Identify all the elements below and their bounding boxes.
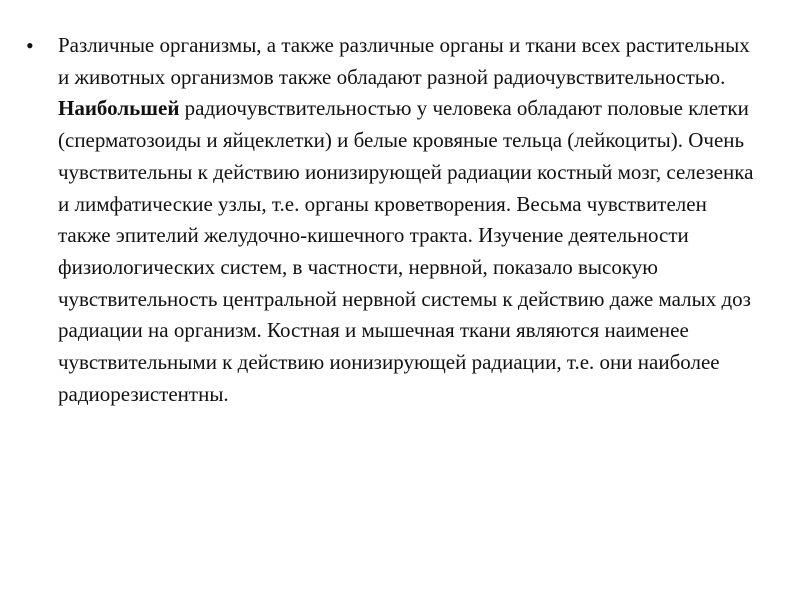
paragraph-text: [58, 30, 758, 410]
text-part-1: Различные организмы, а также различные органы и ткани всех растительных и животных организмов также обладают разной радиочувствительностью.: [58, 33, 750, 89]
text-part-2: радиочувствительностью у человека обладают половые клетки (сперматозоиды и яйцеклетки) и белые кровяные тельца (лейкоциты). Очень чувствительны к действию ионизирующей радиации костный мозг, селезенка и лимфатические узлы, т.е. органы кроветворения. Весьма чувствителен также эпителий желудочно-кишечного тракта. Изучение деятельности физиологических систем, в частности, нервной, показало высокую чувствительность центральной нервной системы к действию даже малых доз радиации на организм. Костная и мышечная ткани являются наименее чувствительными к действию ионизирующей радиации, т.е. они наиболее радиорезистентны.: [58, 96, 754, 406]
bold-emphasis: Наибольшей: [58, 96, 180, 121]
bullet-paragraph: [26, 30, 766, 410]
bullet-icon: •: [26, 33, 34, 58]
